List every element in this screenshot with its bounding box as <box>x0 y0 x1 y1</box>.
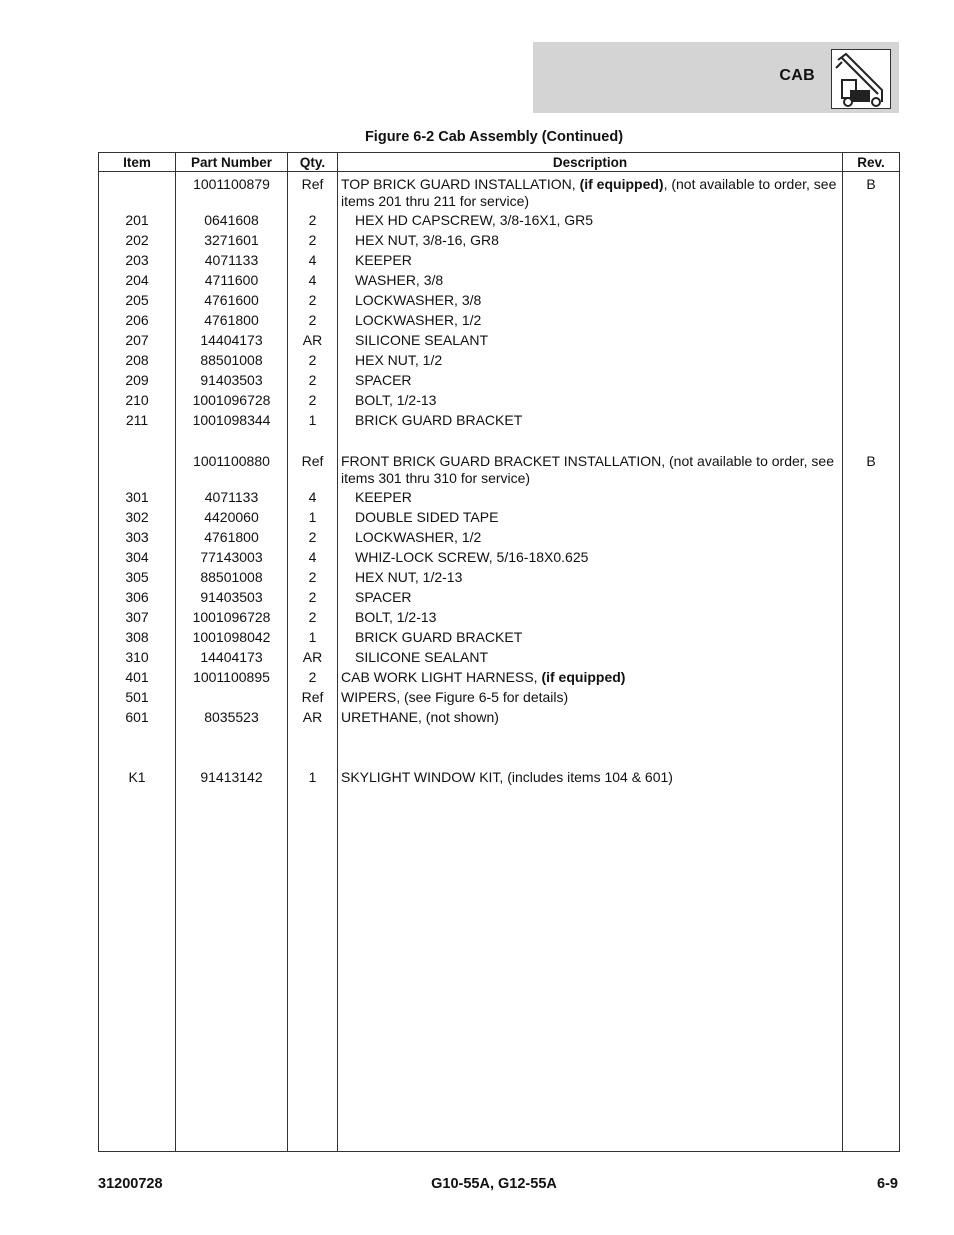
description-cell: BOLT, 1/2-13 <box>338 391 843 411</box>
description-text-cont: , (not available to order, see items 201 thru 211 for service) <box>341 176 837 209</box>
table-row <box>99 211 900 231</box>
part-number-cell: 88501008 <box>176 351 288 371</box>
description-cell: FRONT BRICK GUARD BRACKET INSTALLATION, (not available to order, see items 301 thru 310 for service) <box>338 452 843 488</box>
description-text: TOP BRICK GUARD INSTALLATION, <box>341 176 580 192</box>
rev-cell <box>843 508 900 528</box>
footer-doc-number: 31200728 <box>98 1176 163 1192</box>
qty-cell: AR <box>288 331 338 351</box>
qty-cell: Ref <box>288 172 338 212</box>
part-number-cell: 1001100880 <box>176 452 288 488</box>
table-row <box>99 331 900 351</box>
qty-cell: 4 <box>288 271 338 291</box>
description-cell: WHIZ-LOCK SCREW, 5/16-18X0.625 <box>338 548 843 568</box>
table-row <box>99 251 900 271</box>
column-header-description: Description <box>338 153 843 172</box>
description-emphasis: (if equipped) <box>541 669 626 685</box>
description-cell: HEX NUT, 1/2 <box>338 351 843 371</box>
item-cell: 308 <box>99 628 176 648</box>
description-cell: SPACER <box>338 588 843 608</box>
part-number-cell: 91413142 <box>176 768 288 788</box>
parts-table <box>98 152 900 1152</box>
item-cell: 303 <box>99 528 176 548</box>
table-row <box>99 291 900 311</box>
description-cell: DOUBLE SIDED TAPE <box>338 508 843 528</box>
table-row <box>99 311 900 331</box>
footer-models: G10-55A, G12-55A <box>431 1176 557 1192</box>
qty-cell: 1 <box>288 628 338 648</box>
rev-cell <box>843 231 900 251</box>
footer-page-number: 6-9 <box>877 1176 898 1192</box>
qty-cell: AR <box>288 648 338 668</box>
table-row <box>99 588 900 608</box>
description-text: CAB WORK LIGHT HARNESS, <box>341 669 542 685</box>
item-cell: 306 <box>99 588 176 608</box>
qty-cell: 2 <box>288 231 338 251</box>
table-row <box>99 708 900 728</box>
description-cell: BRICK GUARD BRACKET <box>338 411 843 431</box>
part-number-cell: 1001096728 <box>176 391 288 411</box>
part-number-cell: 1001096728 <box>176 608 288 628</box>
part-number-cell: 8035523 <box>176 708 288 728</box>
qty-cell: 2 <box>288 568 338 588</box>
rev-cell: B <box>843 172 900 212</box>
qty-cell: 2 <box>288 291 338 311</box>
qty-cell: 2 <box>288 371 338 391</box>
rev-cell <box>843 688 900 708</box>
rev-cell <box>843 668 900 688</box>
rev-cell <box>843 488 900 508</box>
table-row <box>99 452 900 488</box>
description-cell <box>338 668 843 688</box>
section-title: CAB <box>779 67 815 84</box>
qty-cell: 2 <box>288 588 338 608</box>
rev-cell <box>843 211 900 231</box>
empty-filler-row <box>99 788 900 1152</box>
part-number-cell: 0641608 <box>176 211 288 231</box>
rev-cell <box>843 271 900 291</box>
item-cell <box>99 452 176 488</box>
table-row <box>99 371 900 391</box>
column-header-item: Item <box>99 153 176 172</box>
rev-cell <box>843 568 900 588</box>
item-cell <box>99 172 176 212</box>
rev-cell <box>843 548 900 568</box>
item-cell: 310 <box>99 648 176 668</box>
spacer-row <box>99 728 900 768</box>
qty-cell: 1 <box>288 768 338 788</box>
qty-cell: 2 <box>288 668 338 688</box>
description-cell: LOCKWASHER, 1/2 <box>338 311 843 331</box>
qty-cell: 2 <box>288 311 338 331</box>
item-cell: 205 <box>99 291 176 311</box>
item-cell: 305 <box>99 568 176 588</box>
table-row <box>99 488 900 508</box>
description-cell: LOCKWASHER, 3/8 <box>338 291 843 311</box>
table-row <box>99 271 900 291</box>
rev-cell <box>843 628 900 648</box>
table-row <box>99 628 900 648</box>
section-header-tab <box>533 42 899 113</box>
qty-cell: 1 <box>288 411 338 431</box>
description-cell: KEEPER <box>338 251 843 271</box>
rev-cell <box>843 768 900 788</box>
item-cell: 307 <box>99 608 176 628</box>
description-cell: LOCKWASHER, 1/2 <box>338 528 843 548</box>
rev-cell <box>843 331 900 351</box>
table-row <box>99 508 900 528</box>
figure-title: Figure 6-2 Cab Assembly (Continued) <box>364 129 624 145</box>
qty-cell: 4 <box>288 251 338 271</box>
table-row <box>99 411 900 431</box>
qty-cell: 2 <box>288 608 338 628</box>
part-number-cell: 4071133 <box>176 488 288 508</box>
part-number-cell: 1001098042 <box>176 628 288 648</box>
column-header-part-number: Part Number <box>176 153 288 172</box>
qty-cell: 2 <box>288 211 338 231</box>
item-cell: 209 <box>99 371 176 391</box>
part-number-cell: 91403503 <box>176 588 288 608</box>
qty-cell: Ref <box>288 452 338 488</box>
item-cell: 201 <box>99 211 176 231</box>
rev-cell <box>843 251 900 271</box>
description-emphasis: (if equipped) <box>579 176 664 192</box>
table-row <box>99 648 900 668</box>
part-number-cell: 4761600 <box>176 291 288 311</box>
part-number-cell: 4761800 <box>176 311 288 331</box>
qty-cell: 4 <box>288 488 338 508</box>
item-cell: 401 <box>99 668 176 688</box>
rev-cell: B <box>843 452 900 488</box>
rev-cell <box>843 371 900 391</box>
description-cell: WASHER, 3/8 <box>338 271 843 291</box>
qty-cell: 2 <box>288 351 338 371</box>
item-cell: 501 <box>99 688 176 708</box>
description-cell: SKYLIGHT WINDOW KIT, (includes items 104 & 601) <box>338 768 843 788</box>
item-cell: 601 <box>99 708 176 728</box>
part-number-cell: 14404173 <box>176 331 288 351</box>
description-cell: BOLT, 1/2-13 <box>338 608 843 628</box>
description-cell: WIPERS, (see Figure 6-5 for details) <box>338 688 843 708</box>
table-row <box>99 351 900 371</box>
part-number-cell <box>176 688 288 708</box>
item-cell: 202 <box>99 231 176 251</box>
part-number-cell: 4711600 <box>176 271 288 291</box>
description-cell: HEX HD CAPSCREW, 3/8-16X1, GR5 <box>338 211 843 231</box>
part-number-cell: 4420060 <box>176 508 288 528</box>
rev-cell <box>843 608 900 628</box>
item-cell: 206 <box>99 311 176 331</box>
part-number-cell: 1001100879 <box>176 172 288 212</box>
part-number-cell: 1001100895 <box>176 668 288 688</box>
item-cell: 207 <box>99 331 176 351</box>
item-cell: K1 <box>99 768 176 788</box>
rev-cell <box>843 528 900 548</box>
part-number-cell: 4761800 <box>176 528 288 548</box>
item-cell: 304 <box>99 548 176 568</box>
qty-cell: 1 <box>288 508 338 528</box>
qty-cell: 2 <box>288 528 338 548</box>
table-row <box>99 172 900 212</box>
telehandler-icon <box>831 49 891 109</box>
table-row <box>99 608 900 628</box>
description-cell: SPACER <box>338 371 843 391</box>
description-cell: URETHANE, (not shown) <box>338 708 843 728</box>
table-row <box>99 548 900 568</box>
part-number-cell: 88501008 <box>176 568 288 588</box>
rev-cell <box>843 351 900 371</box>
part-number-cell: 3271601 <box>176 231 288 251</box>
table-header-row <box>99 153 900 172</box>
table-row <box>99 231 900 251</box>
item-cell: 210 <box>99 391 176 411</box>
rev-cell <box>843 411 900 431</box>
item-cell: 208 <box>99 351 176 371</box>
description-cell: SILICONE SEALANT <box>338 648 843 668</box>
description-cell: KEEPER <box>338 488 843 508</box>
part-number-cell: 77143003 <box>176 548 288 568</box>
item-cell: 203 <box>99 251 176 271</box>
rev-cell <box>843 311 900 331</box>
column-header-qty: Qty. <box>288 153 338 172</box>
description-cell <box>338 172 843 212</box>
table-row <box>99 768 900 788</box>
rev-cell <box>843 391 900 411</box>
spacer-row <box>99 431 900 452</box>
rev-cell <box>843 588 900 608</box>
rev-cell <box>843 648 900 668</box>
description-cell: HEX NUT, 1/2-13 <box>338 568 843 588</box>
part-number-cell: 1001098344 <box>176 411 288 431</box>
column-header-rev: Rev. <box>843 153 900 172</box>
item-cell: 301 <box>99 488 176 508</box>
rev-cell <box>843 708 900 728</box>
table-row <box>99 391 900 411</box>
table-row <box>99 568 900 588</box>
part-number-cell: 91403503 <box>176 371 288 391</box>
description-cell: HEX NUT, 3/8-16, GR8 <box>338 231 843 251</box>
item-cell: 204 <box>99 271 176 291</box>
qty-cell: Ref <box>288 688 338 708</box>
qty-cell: 2 <box>288 391 338 411</box>
table-row <box>99 528 900 548</box>
table-row <box>99 668 900 688</box>
qty-cell: AR <box>288 708 338 728</box>
rev-cell <box>843 291 900 311</box>
part-number-cell: 4071133 <box>176 251 288 271</box>
qty-cell: 4 <box>288 548 338 568</box>
part-number-cell: 14404173 <box>176 648 288 668</box>
description-cell: BRICK GUARD BRACKET <box>338 628 843 648</box>
description-cell: SILICONE SEALANT <box>338 331 843 351</box>
item-cell: 211 <box>99 411 176 431</box>
item-cell: 302 <box>99 508 176 528</box>
table-row <box>99 688 900 708</box>
